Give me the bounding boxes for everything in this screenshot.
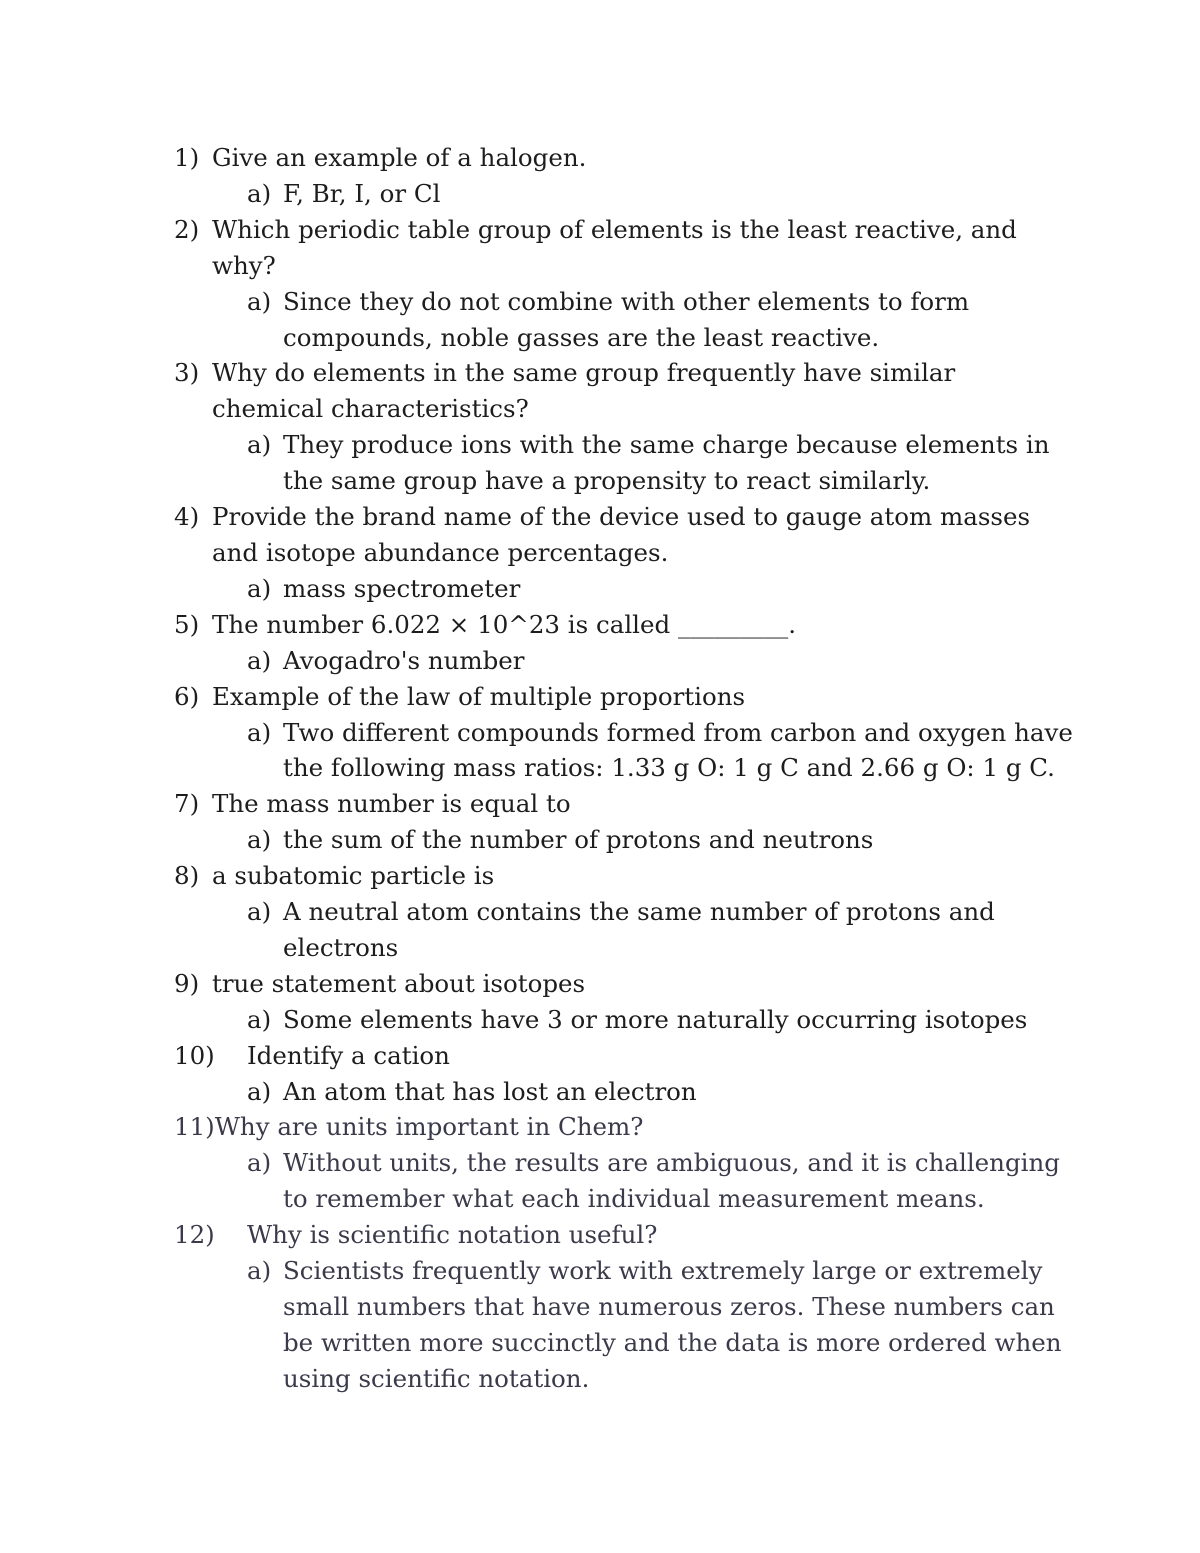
question-number: 1)	[174, 143, 200, 172]
question-item	[174, 140, 1074, 176]
answer-item	[247, 176, 1074, 212]
question-number: 8)	[174, 861, 200, 891]
answer-item	[247, 1145, 1074, 1217]
answer-text: Two different compounds formed from carbon and oxygen have the following mass ratios: 1.33 g O: 1 g C and 2.66 g O: 1 g C.	[283, 717, 1073, 783]
question-text: Example of the law of multiple proportions	[212, 681, 746, 711]
question-text: The mass number is equal to	[212, 789, 571, 819]
answer-text: mass spectrometer	[283, 573, 521, 603]
question-item	[174, 355, 1074, 427]
question-item	[174, 607, 1074, 643]
answer-item	[247, 427, 1074, 499]
question-number: 11)	[174, 1112, 215, 1142]
answer-letter: a)	[247, 178, 272, 208]
answer-item	[247, 715, 1074, 787]
question-text: Why is scientific notation useful?	[247, 1220, 658, 1250]
answer-letter: a)	[247, 897, 272, 927]
question-item	[174, 1109, 1074, 1145]
question-text: Why are units important in Chem?	[214, 1112, 644, 1142]
question-item	[174, 212, 1074, 284]
question-number: 12)	[174, 1220, 215, 1250]
answer-letter: a)	[247, 717, 272, 747]
answer-item	[247, 1002, 1074, 1038]
answer-text: Scientists frequently work with extremely large or extremely small numbers that have numerous zeros. These numbers can be written more succinctly and the data is more ordered when using scientific notation.	[283, 1256, 1062, 1393]
answer-text: Avogadro's number	[283, 645, 525, 675]
answer-text: Without units, the results are ambiguous, and it is challenging to remember what each individual measurement means.	[283, 1148, 1060, 1214]
answer-text: Since they do not combine with other elements to form compounds, noble gasses are the least reactive.	[283, 286, 970, 352]
question-text: true statement about isotopes	[212, 968, 586, 998]
answer-text: Some elements have 3 or more naturally occurring isotopes	[283, 1004, 1028, 1034]
question-item	[174, 1217, 1074, 1253]
answer-item	[247, 1253, 1074, 1397]
answer-letter: a)	[247, 286, 272, 316]
question-number: 6)	[174, 681, 200, 711]
question-text: a subatomic particle is	[212, 861, 495, 891]
answer-text: F, Br, I, or Cl	[283, 178, 441, 208]
question-text: Give an example of a halogen.	[212, 143, 587, 172]
answer-letter: a)	[247, 1256, 272, 1286]
question-item	[174, 499, 1074, 571]
question-number: 9)	[174, 968, 200, 998]
question-item	[174, 858, 1074, 894]
answer-item	[247, 894, 1074, 966]
answer-letter: a)	[247, 1004, 272, 1034]
answer-item	[247, 822, 1074, 858]
answer-text: An atom that has lost an electron	[283, 1076, 697, 1106]
answer-item	[247, 284, 1074, 356]
question-item	[174, 786, 1074, 822]
answer-item	[247, 571, 1074, 607]
question-item	[174, 1038, 1074, 1074]
answer-letter: a)	[247, 645, 272, 675]
question-number: 3)	[174, 358, 200, 388]
answer-letter: a)	[247, 1076, 272, 1106]
question-text: The number 6.022 × 10^23 is called _________.	[212, 609, 796, 639]
question-list	[174, 140, 1074, 1397]
answer-letter: a)	[247, 1148, 272, 1178]
answer-item	[247, 643, 1074, 679]
question-text: Identify a cation	[247, 1040, 450, 1070]
answer-text: the sum of the number of protons and neutrons	[283, 825, 874, 855]
answer-letter: a)	[247, 573, 272, 603]
answer-letter: a)	[247, 430, 272, 460]
answer-letter: a)	[247, 825, 272, 855]
question-text: Provide the brand name of the device used to gauge atom masses and isotope abundance percentages.	[212, 502, 1031, 567]
answer-text: A neutral atom contains the same number of protons and electrons	[283, 897, 995, 962]
answer-item	[247, 1074, 1074, 1110]
question-number: 5)	[174, 609, 200, 639]
answer-text: They produce ions with the same charge because elements in the same group have a propensity to react similarly.	[283, 430, 1050, 496]
question-number: 2)	[174, 214, 200, 244]
question-item	[174, 679, 1074, 715]
question-number: 4)	[174, 502, 200, 532]
question-text: Why do elements in the same group frequently have similar chemical characteristics?	[212, 358, 956, 424]
question-number: 10)	[174, 1040, 215, 1070]
question-text: Which periodic table group of elements is the least reactive, and why?	[212, 214, 1017, 280]
question-item	[174, 966, 1074, 1002]
question-number: 7)	[174, 789, 200, 819]
